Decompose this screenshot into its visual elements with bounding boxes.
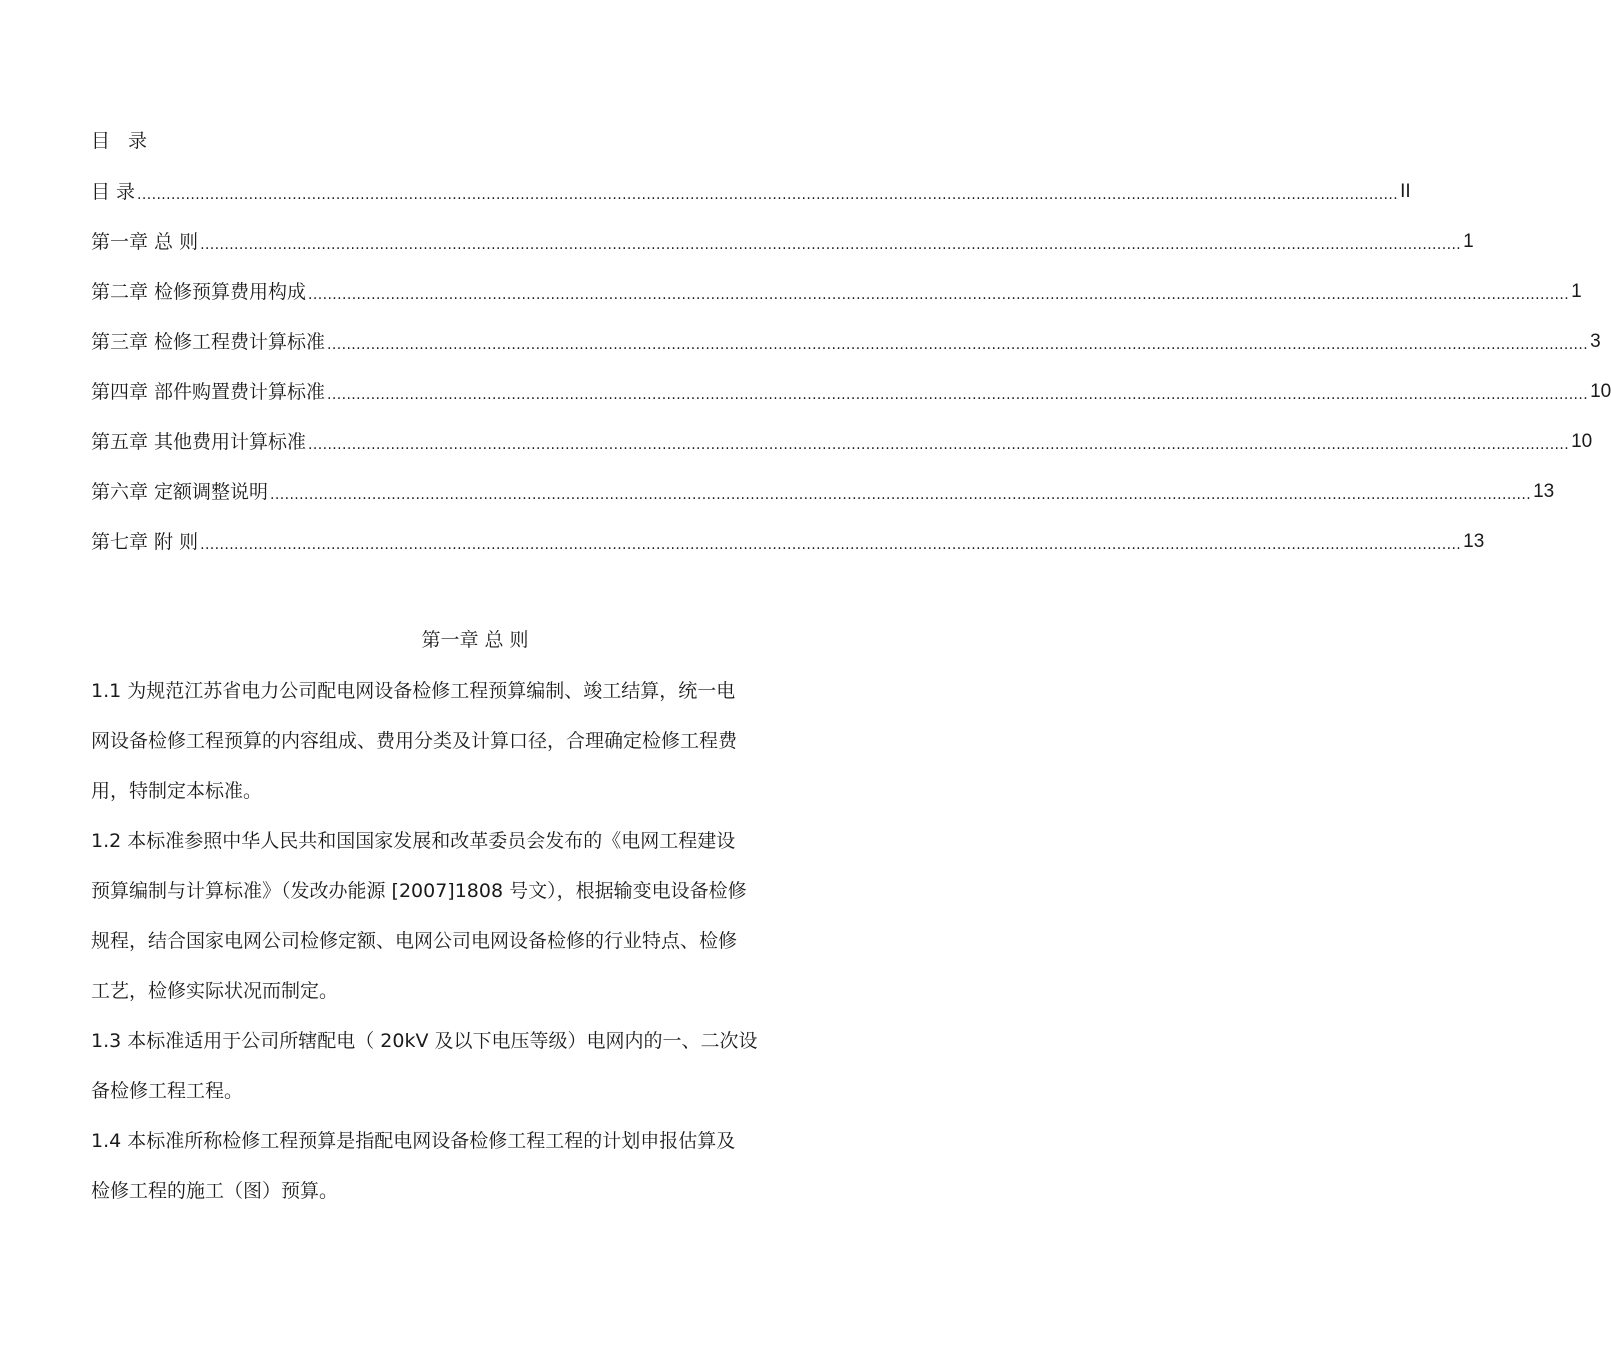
toc-entry-page: 1 [1571,281,1582,302]
toc-entry-label: 第五章 其他费用计算标准 [91,431,307,453]
toc-entry-page: 13 [1533,481,1555,502]
toc-entry[interactable] [91,228,1474,256]
paragraph-line: 备检修工程工程。 [91,1080,244,1102]
paragraph-line: 规程，结合国家电网公司检修定额、电网公司电网设备检修的行业特点、检修 [91,930,738,952]
toc-entry-page: 3 [1590,331,1601,352]
toc-entry-page: 10 [1571,431,1593,452]
paragraph-1-3 [91,1016,881,1116]
toc-entry[interactable] [91,378,1611,406]
toc-leader-dots: .................................................................................................................................................................................................................................................................... [327,337,1589,353]
toc-leader-dots: .................................................................................................................................................................................................................................................................... [327,387,1589,403]
toc-entry-page: 1 [1463,231,1474,252]
toc-entry-label: 第二章 检修预算费用构成 [91,281,307,303]
toc-entry[interactable] [91,278,1582,306]
toc-entry[interactable] [91,528,1485,556]
toc-entry-label: 第四章 部件购置费计算标准 [91,381,326,403]
toc-leader-dots: .................................................................................................................................................................................................................................................................... [270,487,1532,503]
toc-entry-label: 目 录 [91,181,136,203]
toc-entry[interactable] [91,478,1555,506]
paragraph-line: 用，特制定本标准。 [91,780,263,802]
paragraph-1-2 [91,816,881,1016]
toc-entry-page: 10 [1590,381,1611,402]
toc-entry[interactable] [91,428,1593,456]
toc-entry-page: II [1400,181,1411,202]
toc-entry-page: 13 [1463,531,1485,552]
paragraph-line: 预算编制与计算标准》（发改办能源 [2007]1808 号文），根据输变电设备检修 [91,880,747,902]
paragraph-1-1 [91,666,881,816]
paragraph-line: 1.1 为规范江苏省电力公司配电网设备检修工程预算编制、竣工结算，统一电 [91,680,736,702]
toc-leader-dots: .................................................................................................................................................................................................................................................................... [137,187,1399,203]
toc-entry[interactable] [91,328,1601,356]
toc-leader-dots: .................................................................................................................................................................................................................................................................... [308,287,1570,303]
toc-entry[interactable] [91,178,1411,206]
chapter-title: 第一章 总 则 [421,629,529,651]
toc-entry-label: 第七章 附 则 [91,531,199,553]
toc-leader-dots: .................................................................................................................................................................................................................................................................... [200,537,1462,553]
paragraph-line: 工艺，检修实际状况而制定。 [91,980,339,1002]
toc-leader-dots: .................................................................................................................................................................................................................................................................... [308,437,1570,453]
paragraph-line: 检修工程的施工（图）预算。 [91,1180,339,1202]
toc-entry-label: 第六章 定额调整说明 [91,481,269,503]
paragraph-line: 网设备检修工程预算的内容组成、费用分类及计算口径，合理确定检修工程费 [91,730,738,752]
toc-entry-label: 第三章 检修工程费计算标准 [91,331,326,353]
paragraph-line: 1.2 本标准参照中华人民共和国国家发展和改革委员会发布的《电网工程建设 [91,830,736,852]
paragraph-line: 1.4 本标准所称检修工程预算是指配电网设备检修工程工程的计划申报估算及 [91,1130,736,1152]
toc-leader-dots: .................................................................................................................................................................................................................................................................... [200,237,1462,253]
paragraph-1-4 [91,1116,881,1216]
toc-entry-label: 第一章 总 则 [91,231,199,253]
toc-heading: 目 录 [91,130,154,152]
paragraph-line: 1.3 本标准适用于公司所辖配电（ 20kV 及以下电压等级）电网内的一、二次设 [91,1030,758,1052]
